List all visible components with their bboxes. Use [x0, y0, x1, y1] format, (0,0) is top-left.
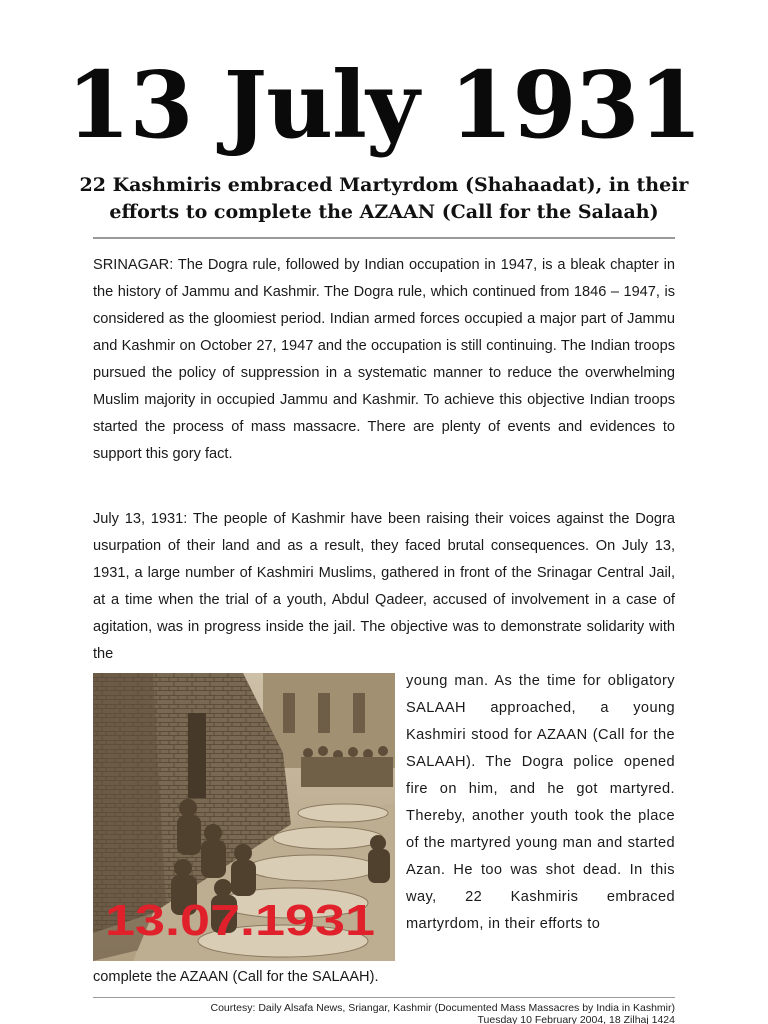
photo-date-overlay: 13.07.1931: [105, 896, 375, 945]
paragraph-after-photo: complete the AZAAN (Call for the SALAAH).: [93, 969, 379, 985]
historical-photo: [93, 673, 395, 961]
footer-divider: [93, 997, 675, 998]
historical-photo-graphic: [93, 673, 395, 961]
footer-date: Tuesday 10 February 2004, 18 Zilhaj 1424: [477, 1014, 675, 1024]
paragraph-srinagar: SRINAGAR: The Dogra rule, followed by Indian occupation in 1947, is a bleak chapter in the history of Jammu and Kashmir. The Dogra rule, which continued from 1846 – 1947, is considered as the gloomiest period. Indian armed forces occupied a major part of Jammu and Kashmir on October 27, 1947 and the occupation is still continuing. The Indian troops pursued the policy of suppression in a systematic manner to reduce the overwhelming Muslim majority in occupied Jammu and Kashmir. To achieve this objective Indian troops started the process of mass massacre. There are plenty of events and evidences to support this gory fact.: [93, 257, 675, 462]
paragraph-july-13: July 13, 1931: The people of Kashmir have been raising their voices against the Dogra usurpation of their land and as a result, they faced brutal consequences. On July 13, 1931, a large number of Kashmiri Muslims, gathered in front of the Srinagar Central Jail, at a time when the trial of a youth, Abdul Qadeer, accused of involvement in a case of agitation, was in progress inside the jail. The objective was to demonstrate solidarity with the: [93, 511, 675, 662]
top-divider: [93, 237, 675, 239]
subtitle: 22 Kashmiris embraced Martyrdom (Shahaadat), in their efforts to complete the AZAAN (Call for the Salaah): [79, 174, 689, 223]
page-title: 13 July 1931: [66, 51, 702, 159]
paragraph-beside-photo: young man. As the time for obligatory SALAAH approached, a young Kashmiri stood for AZAAN (Call for the SALAAH). The Dogra police opened fire on him, and he got martyred. Thereby, another youth took the place of the martyred young man and started Azan. He too was shot dead. In this way, 22 Kashmiris embraced martyrdom, in their efforts to: [406, 673, 675, 932]
footer-courtesy: Courtesy: Daily Alsafa News, Sriangar, Kashmir (Documented Mass Massacres by India in Kashmir): [210, 1002, 675, 1014]
